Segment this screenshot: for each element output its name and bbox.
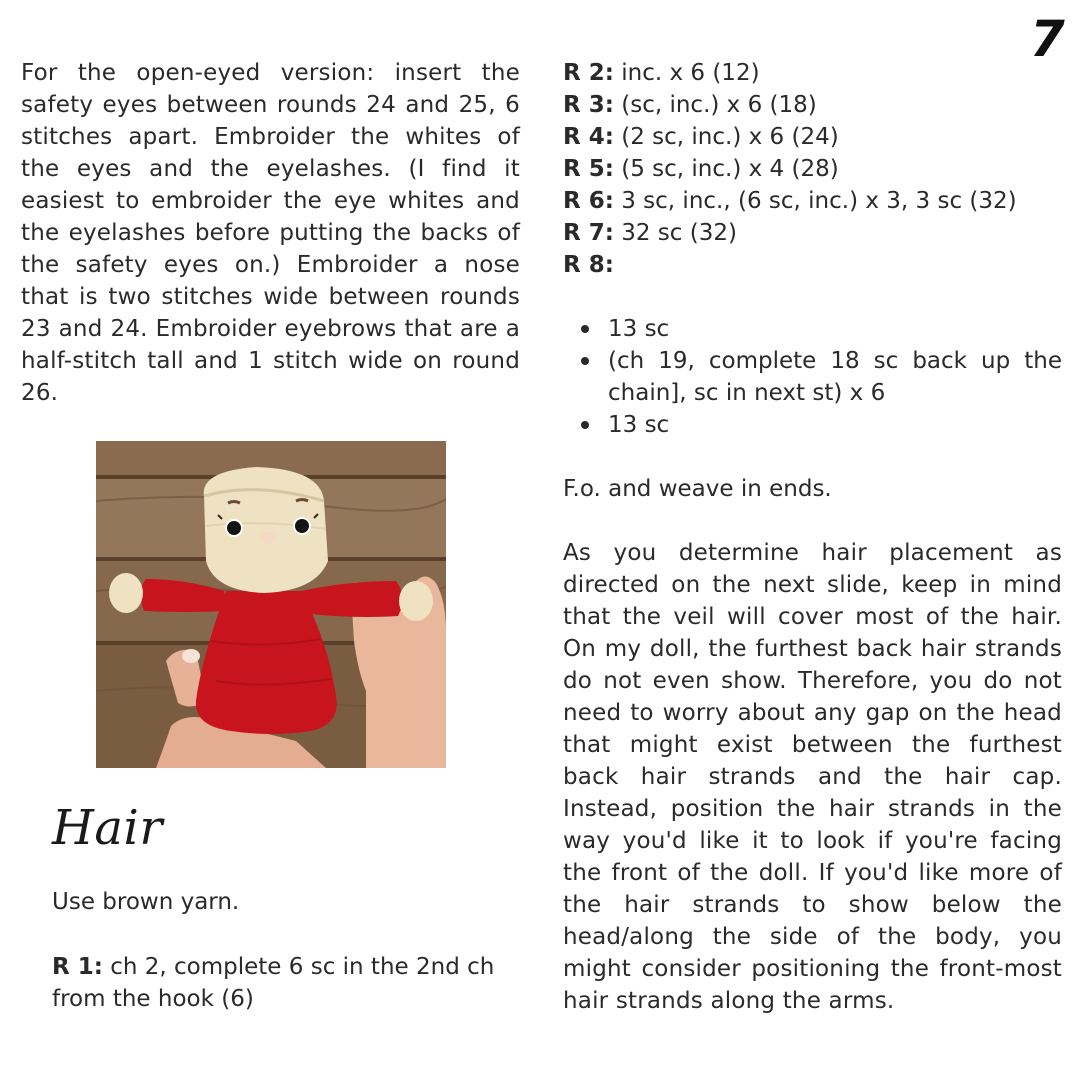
round-7 <box>563 217 1063 249</box>
round-text: (sc, inc.) x 6 (18) <box>621 92 817 118</box>
round-1-instruction <box>52 951 522 1015</box>
doll-photo <box>96 441 446 768</box>
round-label: R 7: <box>563 220 614 246</box>
hair-placement-paragraph: As you determine hair placement as directed on the next slide, keep in mind that the veil will cover most of the hair. On my doll, the furthest back hair strands do not even show. Therefore, you do not need to worry about any gap on the head that might exist between the furthest back hair strands and the hair cap. Instead, position the hair strands in the way you'd like it to look if you're facing the front of the doll. If you'd like more of the hair strands to show below the head/along the side of the body, you might consider positioning the front-most hair strands along the arms. <box>563 540 1062 1014</box>
round-label: R 6: <box>563 188 614 214</box>
round-2 <box>563 57 1063 89</box>
list-item <box>578 345 1062 409</box>
round-text: 3 sc, inc., (6 sc, inc.) x 3, 3 sc (32) <box>621 188 1017 214</box>
round-6 <box>563 185 1063 217</box>
round-label: R 4: <box>563 124 614 150</box>
round-label: R 8: <box>563 252 614 278</box>
round-5 <box>563 153 1063 185</box>
round-8 <box>563 249 1063 281</box>
round-text: (5 sc, inc.) x 4 (28) <box>621 156 839 182</box>
finish-instruction: F.o. and weave in ends. <box>563 476 832 502</box>
list-item-text: 13 sc <box>608 412 670 438</box>
page-number: 7 <box>1030 10 1065 68</box>
eye-instructions: For the open-eyed version: insert the safety eyes between rounds 24 and 25, 6 stitches apart. Embroider the whites of the eyes and the eyelashes. (I find it easiest to embroider the eye whites and the eyelashes before putting the backs of the safety eyes on.) Embroider a nose that is two stitches wide between rounds 23 and 24. Embroider eyebrows that are a half-stitch tall and 1 stitch wide on round 26. <box>21 60 520 406</box>
list-item <box>578 409 1062 441</box>
bullet-icon <box>581 325 589 333</box>
round-text: (2 sc, inc.) x 6 (24) <box>621 124 839 150</box>
yarn-note: Use brown yarn. <box>52 889 240 915</box>
list-item-text: (ch 19, complete 18 sc back up the chain], sc in next st) x 6 <box>608 348 1062 406</box>
round-4 <box>563 121 1063 153</box>
round-label: R 3: <box>563 92 614 118</box>
round-1-label: R 1: <box>52 954 103 980</box>
round-label: R 5: <box>563 156 614 182</box>
round-label: R 2: <box>563 60 614 86</box>
round-text: inc. x 6 (12) <box>621 60 760 86</box>
round-3 <box>563 89 1063 121</box>
round-1-text: ch 2, complete 6 sc in the 2nd ch from the hook (6) <box>52 954 495 1012</box>
hair-section-heading: Hair <box>52 800 163 856</box>
bullet-icon <box>581 421 589 429</box>
round-text: 32 sc (32) <box>621 220 737 246</box>
bullet-icon <box>581 357 589 365</box>
list-item-text: 13 sc <box>608 316 670 342</box>
list-item <box>578 313 1062 345</box>
round-8-steps <box>578 313 1062 441</box>
rounds-list <box>563 57 1063 281</box>
